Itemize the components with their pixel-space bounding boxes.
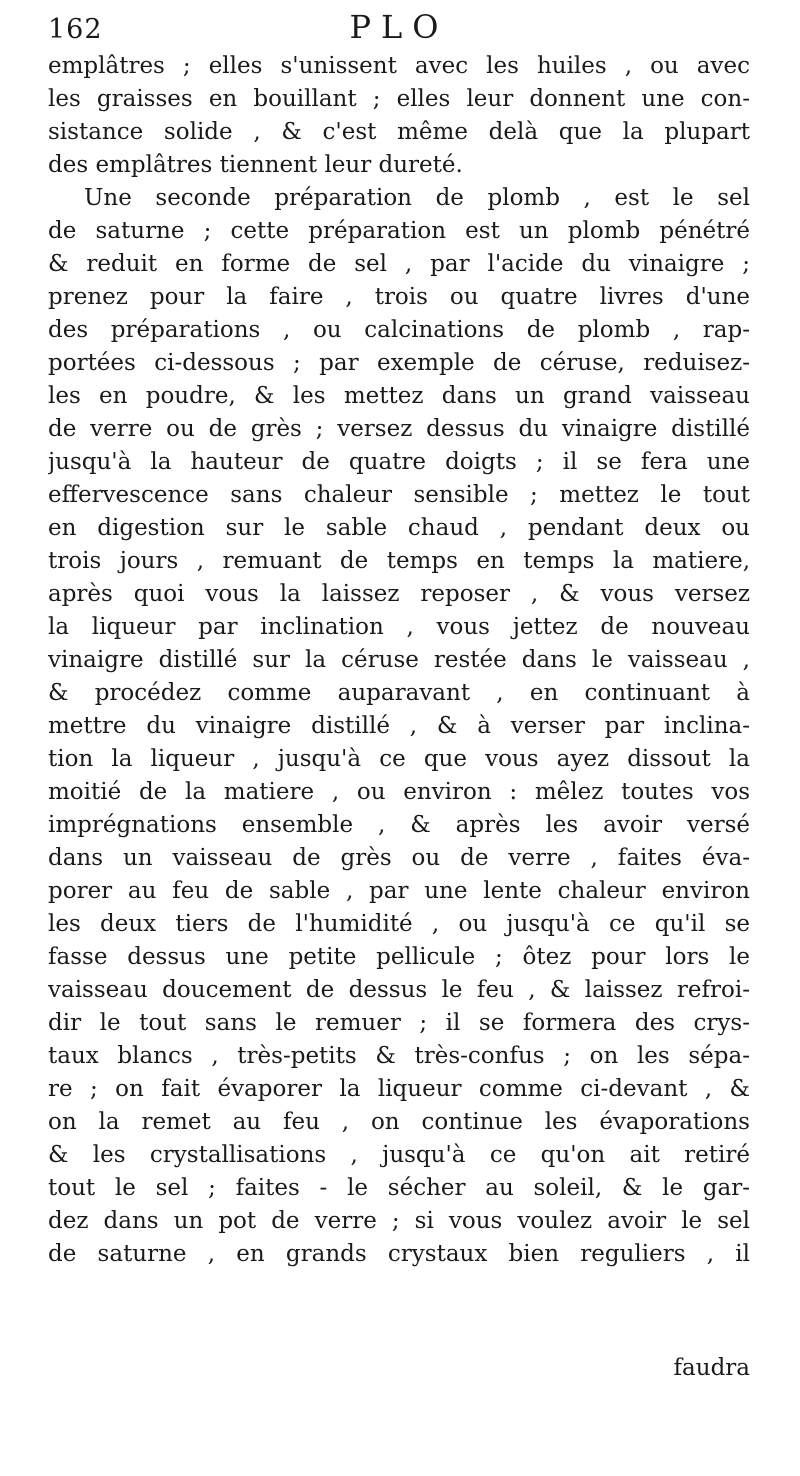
text-line: vinaigre distillé sur la céruse restée dans le vaisseau , xyxy=(48,647,750,673)
paragraph-first-line: Une seconde préparation de plomb , est le sel xyxy=(84,185,750,211)
text-line: des préparations , ou calcinations de plomb , rap- xyxy=(48,317,750,343)
text-line: emplâtres ; elles s'unissent avec les huiles , ou avec xyxy=(48,53,750,79)
text-line: après quoi vous la laissez reposer , & vous versez xyxy=(48,581,750,607)
page-number: 162 xyxy=(48,14,103,45)
text-line: de verre ou de grès ; versez dessus du vinaigre distillé xyxy=(48,416,750,442)
text-line: effervescence sans chaleur sensible ; mettez le tout xyxy=(48,482,750,508)
text-line: de saturne , en grands crystaux bien reguliers , il xyxy=(48,1241,750,1267)
section-title: PLO xyxy=(349,8,449,46)
text-line: tion la liqueur , jusqu'à ce que vous ayez dissout la xyxy=(48,746,750,772)
text-line: mettre du vinaigre distillé , & à verser par inclina- xyxy=(48,713,750,739)
text-line: on la remet au feu , on continue les évaporations xyxy=(48,1109,750,1135)
text-line: tout le sel ; faites - le sécher au soleil, & le gar- xyxy=(48,1175,750,1201)
text-line: de saturne ; cette préparation est un plomb pénétré xyxy=(48,218,750,244)
text-line: fasse dessus une petite pellicule ; ôtez pour lors le xyxy=(48,944,750,970)
text-line: dans un vaisseau de grès ou de verre , faites éva- xyxy=(48,845,750,871)
text-line: les graisses en bouillant ; elles leur donnent une con- xyxy=(48,86,750,112)
text-line: portées ci-dessous ; par exemple de céruse, reduisez- xyxy=(48,350,750,376)
text-line: & procédez comme auparavant , en continuant à xyxy=(48,680,750,706)
text-line: moitié de la matiere , ou environ : mêlez toutes vos xyxy=(48,779,750,805)
text-line: sistance solide , & c'est même delà que la plupart xyxy=(48,119,750,145)
text-line: jusqu'à la hauteur de quatre doigts ; il se fera une xyxy=(48,449,750,475)
body-text xyxy=(48,50,750,1271)
text-line: des emplâtres tiennent leur dureté. xyxy=(48,152,463,178)
running-head xyxy=(48,8,750,48)
text-line: dir le tout sans le remuer ; il se formera des crys- xyxy=(48,1010,750,1036)
text-line: & les crystallisations , jusqu'à ce qu'on ait retiré xyxy=(48,1142,750,1168)
text-line: dez dans un pot de verre ; si vous voulez avoir le sel xyxy=(48,1208,750,1234)
text-line: la liqueur par inclination , vous jettez de nouveau xyxy=(48,614,750,640)
catchword: faudra xyxy=(673,1355,750,1381)
text-line: en digestion sur le sable chaud , pendant deux ou xyxy=(48,515,750,541)
text-line: porer au feu de sable , par une lente chaleur environ xyxy=(48,878,750,904)
text-line: prenez pour la faire , trois ou quatre livres d'une xyxy=(48,284,750,310)
text-line: les en poudre, & les mettez dans un grand vaisseau xyxy=(48,383,750,409)
text-line: les deux tiers de l'humidité , ou jusqu'à ce qu'il se xyxy=(48,911,750,937)
text-line: taux blancs , très-petits & très-confus ; on les sépa- xyxy=(48,1043,750,1069)
text-line: re ; on fait évaporer la liqueur comme ci-devant , & xyxy=(48,1076,750,1102)
text-line: vaisseau doucement de dessus le feu , & laissez refroi- xyxy=(48,977,750,1003)
text-line: imprégnations ensemble , & après les avoir versé xyxy=(48,812,750,838)
text-line: & reduit en forme de sel , par l'acide du vinaigre ; xyxy=(48,251,750,277)
text-line: trois jours , remuant de temps en temps la matiere, xyxy=(48,548,750,574)
